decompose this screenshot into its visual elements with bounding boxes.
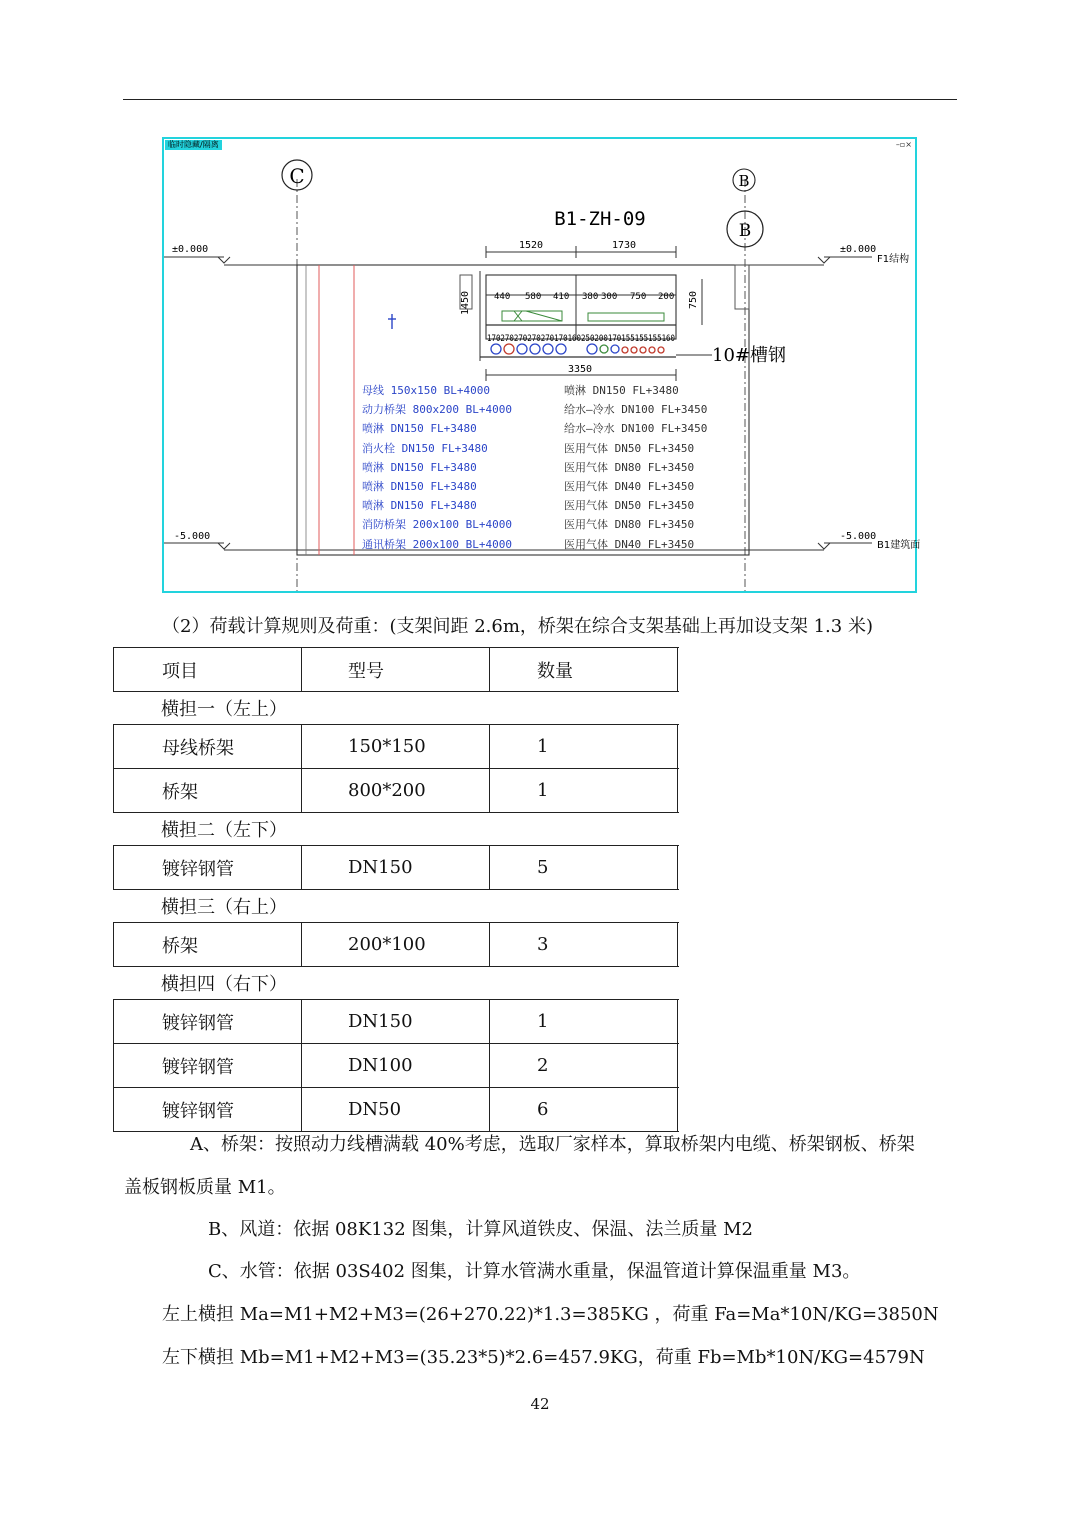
dim-bottom-total: 3350 [567, 364, 593, 375]
section-id: B1-ZH-09 [554, 208, 646, 230]
legend-left [362, 381, 512, 554]
cell-item: 桥架 [114, 769, 302, 812]
section-drawing [164, 139, 921, 591]
dim-upper-4: 300 [601, 292, 618, 302]
dim-height-right: 750 [688, 290, 699, 309]
level-bottom-right: -5.000 [840, 531, 877, 542]
table-row [113, 999, 679, 1044]
cad-window-controls[interactable]: –▫× [895, 140, 912, 149]
level-top-right-note: F1结构 [877, 254, 910, 265]
group-title: 横担三（右上） [161, 897, 287, 918]
legend-left-item: 通讯桥架 200x100 BL+4000 [362, 537, 512, 551]
cell-item: 母线桥架 [114, 725, 302, 768]
legend-right-item: 医用气体 DN50 FL+3450 [564, 441, 695, 455]
level-top-right: ±0.000 [840, 244, 877, 255]
group-title: 横担四（右下） [161, 974, 287, 995]
cell-model: DN50 [302, 1088, 490, 1131]
cell-item: 镀锌钢管 [114, 846, 302, 889]
dim-upper-3: 380 [582, 292, 599, 302]
dim-height-left: 1450 [460, 290, 471, 315]
table-row [113, 1088, 679, 1132]
cell-model: DN100 [302, 1044, 490, 1087]
legend-right-item: 给水—冷水 DN100 FL+3450 [564, 403, 708, 417]
dim-upper-2: 410 [553, 292, 570, 302]
cad-drawing [162, 137, 921, 593]
cell-quantity: 5 [490, 846, 678, 889]
cell-model: 200*100 [302, 923, 490, 966]
cell-quantity: 2 [490, 1044, 678, 1087]
legend-left-item: 母线 150x150 BL+4000 [362, 384, 490, 397]
header-model: 型号 [302, 648, 490, 691]
cell-quantity: 6 [490, 1088, 678, 1131]
calc-upper-left: 左上横担 Ma=M1+M2+M3=(26+270.22)*1.3=385KG ，荷重 Fa=Ma*10N/KG=3850N [162, 1304, 939, 1325]
legend-left-item: 喷淋 DN150 FL+3480 [362, 422, 477, 436]
paragraph-c: C、水管：依据 03S402 图集，计算水管满水重量，保温管道计算保温重量 M3。 [208, 1261, 861, 1282]
table-row [113, 1044, 679, 1088]
dim-top-left: 1520 [518, 240, 544, 251]
group-title: 横担二（左下） [161, 820, 287, 841]
page-number: 42 [530, 1395, 550, 1413]
cell-item: 桥架 [114, 923, 302, 966]
legend-left-item: 喷淋 DN150 FL+3480 [362, 460, 477, 474]
dim-upper-0: 440 [494, 292, 511, 302]
dim-upper-6: 200 [658, 292, 675, 302]
calc-lower-left: 左下横担 Mb=M1+M2+M3=(35.23*5)*2.6=457.9KG，荷重 Fb=Mb*10N/KG=4579N [162, 1347, 925, 1368]
cell-quantity: 1 [490, 1000, 678, 1043]
table-row [113, 845, 679, 890]
dim-top-right: 1730 [611, 240, 637, 251]
legend-left-item: 动力桥架 800x200 BL+4000 [362, 403, 512, 417]
level-top-left: ±0.000 [172, 244, 209, 255]
level-bottom-left: -5.000 [174, 531, 211, 542]
cell-quantity: 1 [490, 769, 678, 812]
legend-right-item: 给水—冷水 DN100 FL+3450 [564, 422, 708, 436]
cell-model: 800*200 [302, 769, 490, 812]
legend-right-item: 医用气体 DN40 FL+3450 [564, 537, 695, 551]
header-item: 项目 [114, 648, 302, 691]
axis-label-c: C [289, 164, 305, 188]
cell-model: DN150 [302, 846, 490, 889]
load-table [113, 647, 679, 1132]
paragraph-a-line1: A、桥架：按照动力线槽满载 40%考虑，选取厂家样本，算取桥架内电缆、桥架钢板、桥架 [190, 1134, 915, 1155]
dim-upper-1: 580 [525, 292, 542, 302]
load-rule-caption: （2）荷载计算规则及荷重：(支架间距 2.6m，桥架在综合支架基础上再加设支架 1.3 米) [162, 616, 873, 637]
table-header-row [113, 647, 679, 692]
axis-label-b-small: B [738, 172, 750, 190]
dims-lower-row: 170270270270270170160250200170155155155160 [487, 334, 675, 344]
legend-left-item: 喷淋 DN150 FL+3480 [362, 499, 477, 513]
cell-model: DN150 [302, 1000, 490, 1043]
legend-right-item: 医用气体 DN40 FL+3450 [564, 480, 695, 494]
table-row [113, 922, 679, 967]
header-quantity: 数量 [490, 648, 678, 691]
legend-left-item: 消防桥架 200x100 BL+4000 [362, 518, 512, 532]
group-title: 横担一（左上） [161, 699, 287, 720]
legend-right-item: 医用气体 DN80 FL+3450 [564, 460, 695, 474]
header-rule [123, 99, 957, 100]
cell-quantity: 1 [490, 725, 678, 768]
legend-right [564, 381, 707, 554]
cell-model: 150*150 [302, 725, 490, 768]
table-row [113, 724, 679, 769]
legend-left-item: 喷淋 DN150 FL+3480 [362, 480, 477, 494]
legend-right-item: 喷淋 DN150 FL+3480 [564, 384, 679, 397]
cell-item: 镀锌钢管 [114, 1044, 302, 1087]
paragraph-a-line2: 盖板钢板质量 M1。 [124, 1177, 286, 1198]
level-bottom-right-note: B1建筑面 [877, 540, 921, 551]
paragraph-b: B、风道：依据 08K132 图集，计算风道铁皮、保温、法兰质量 M2 [208, 1219, 753, 1240]
legend-right-item: 医用气体 DN50 FL+3450 [564, 499, 695, 513]
cell-quantity: 3 [490, 923, 678, 966]
legend-left-item: 消火栓 DN150 FL+3480 [362, 441, 488, 455]
cad-window-title: 临时隐藏/隔离 [165, 140, 222, 150]
cell-item: 镀锌钢管 [114, 1000, 302, 1043]
channel-label: 10#槽钢 [712, 345, 786, 366]
cell-item: 镀锌钢管 [114, 1088, 302, 1131]
table-row [113, 769, 679, 813]
dim-upper-5: 750 [630, 292, 647, 302]
axis-label-b-big: B [738, 221, 752, 241]
legend-right-item: 医用气体 DN80 FL+3450 [564, 518, 695, 532]
